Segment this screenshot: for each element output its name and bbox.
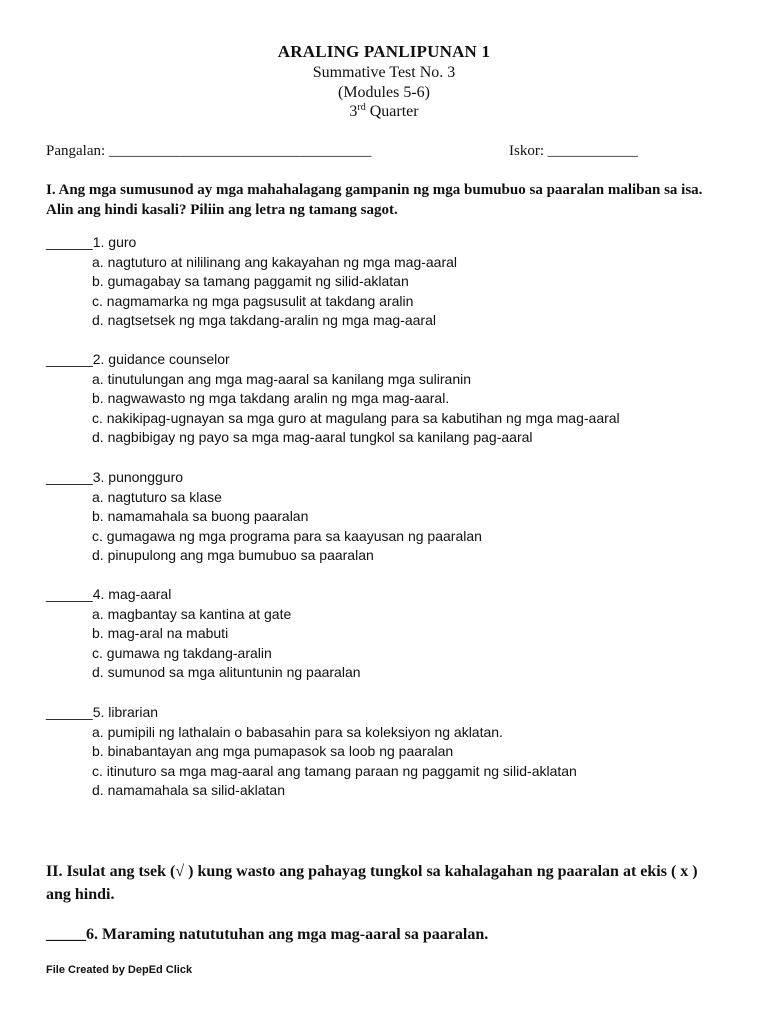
name-field: Pangalan: ___________________________________ [46, 143, 372, 159]
quarter-suffix: rd [357, 102, 366, 113]
choice-d: d. pinupulong ang mga bumubuo sa paaralan [92, 547, 374, 564]
choice-d: d. sumunod sa mga alituntunin ng paaralan [92, 664, 361, 681]
choice-b: b. gumagabay sa tamang paggamit ng silid-aklatan [92, 273, 409, 290]
choice-d: d. namamahala sa silid-aklatan [92, 782, 285, 799]
question-1 [46, 233, 736, 331]
choice-a: a. magbantay sa kantina at gate [92, 605, 292, 622]
question-4 [46, 585, 736, 683]
score-field: Iskor: ____________ [509, 143, 638, 159]
quarter-label [0, 103, 768, 121]
choice-c: c. nakikipag-ugnayan sa mga guro at magulang para sa kabutihan ng mga mag-aaral [92, 409, 620, 426]
choice-a: a. tinutulungan ang mga mag-aaral sa kanilang mga suliranin [92, 370, 472, 387]
choice-d: d. nagtsetsek ng mga takdang-aralin ng mga mag-aaral [92, 312, 436, 329]
choice-b: b. namamahala sa buong paaralan [92, 508, 309, 525]
choice-a: a. nagtuturo at nililinang ang kakayahan ng mga mag-aaral [92, 253, 458, 270]
part1-instruction: I. Ang mga sumusunod ay mga mahahalagang gampanin ng mga bumubuo sa paaralan maliban sa isa. Alin ang hindi kasali? Piliin ang letra ng tamang sagot. [46, 182, 703, 218]
choice-a: a. nagtuturo sa klase [92, 488, 222, 505]
question-prompt: ______4. mag-aaral [46, 586, 172, 602]
question-2 [46, 350, 736, 448]
question-prompt: ______3. punongguro [46, 469, 184, 485]
document-title: ARALING PANLIPUNAN 1 [277, 42, 491, 61]
question-3 [46, 468, 736, 566]
question-prompt: ______1. guro [46, 234, 137, 250]
choice-c: c. itinuturo sa mga mag-aaral ang tamang paraan ng paggamit ng silid-aklatan [92, 762, 577, 779]
quarter-number: 3 [349, 103, 358, 120]
choice-b: b. nagwawasto ng mga takdang aralin ng mga mag-aaral. [92, 390, 450, 407]
part2-instruction: II. Isulat ang tsek (√ ) kung wasto ang pahayag tungkol sa kahalagahan ng paaralan at ekis ( x ) ang hindi. [46, 863, 698, 903]
choice-c: c. gumawa ng takdang-aralin [92, 644, 272, 661]
choice-d: d. nagbibigay ng payo sa mga mag-aaral tungkol sa kanilang pag-aaral [92, 429, 533, 446]
question-prompt: ______2. guidance counselor [46, 351, 230, 367]
footer-credit: File Created by DepEd Click [46, 964, 193, 976]
choice-c: c. gumagawa ng mga programa para sa kaayusan ng paaralan [92, 527, 482, 544]
choice-a: a. pumipili ng lathalain o babasahin para sa koleksiyon ng aklatan. [92, 723, 503, 740]
choice-c: c. nagmamarka ng mga pagsusulit at takdang aralin [92, 292, 414, 309]
choice-b: b. mag-aral na mabuti [92, 625, 229, 642]
question-5 [46, 703, 736, 801]
modules-label: (Modules 5-6) [338, 84, 430, 101]
choice-b: b. binabantayan ang mga pumapasok sa loob ng paaralan [92, 743, 454, 760]
quarter-word: Quarter [365, 103, 419, 120]
question-6: _____6. Maraming natututuhan ang mga mag-aaral sa paaralan. [46, 926, 489, 943]
question-prompt: ______5. librarian [46, 704, 159, 720]
test-name: Summative Test No. 3 [312, 64, 456, 81]
